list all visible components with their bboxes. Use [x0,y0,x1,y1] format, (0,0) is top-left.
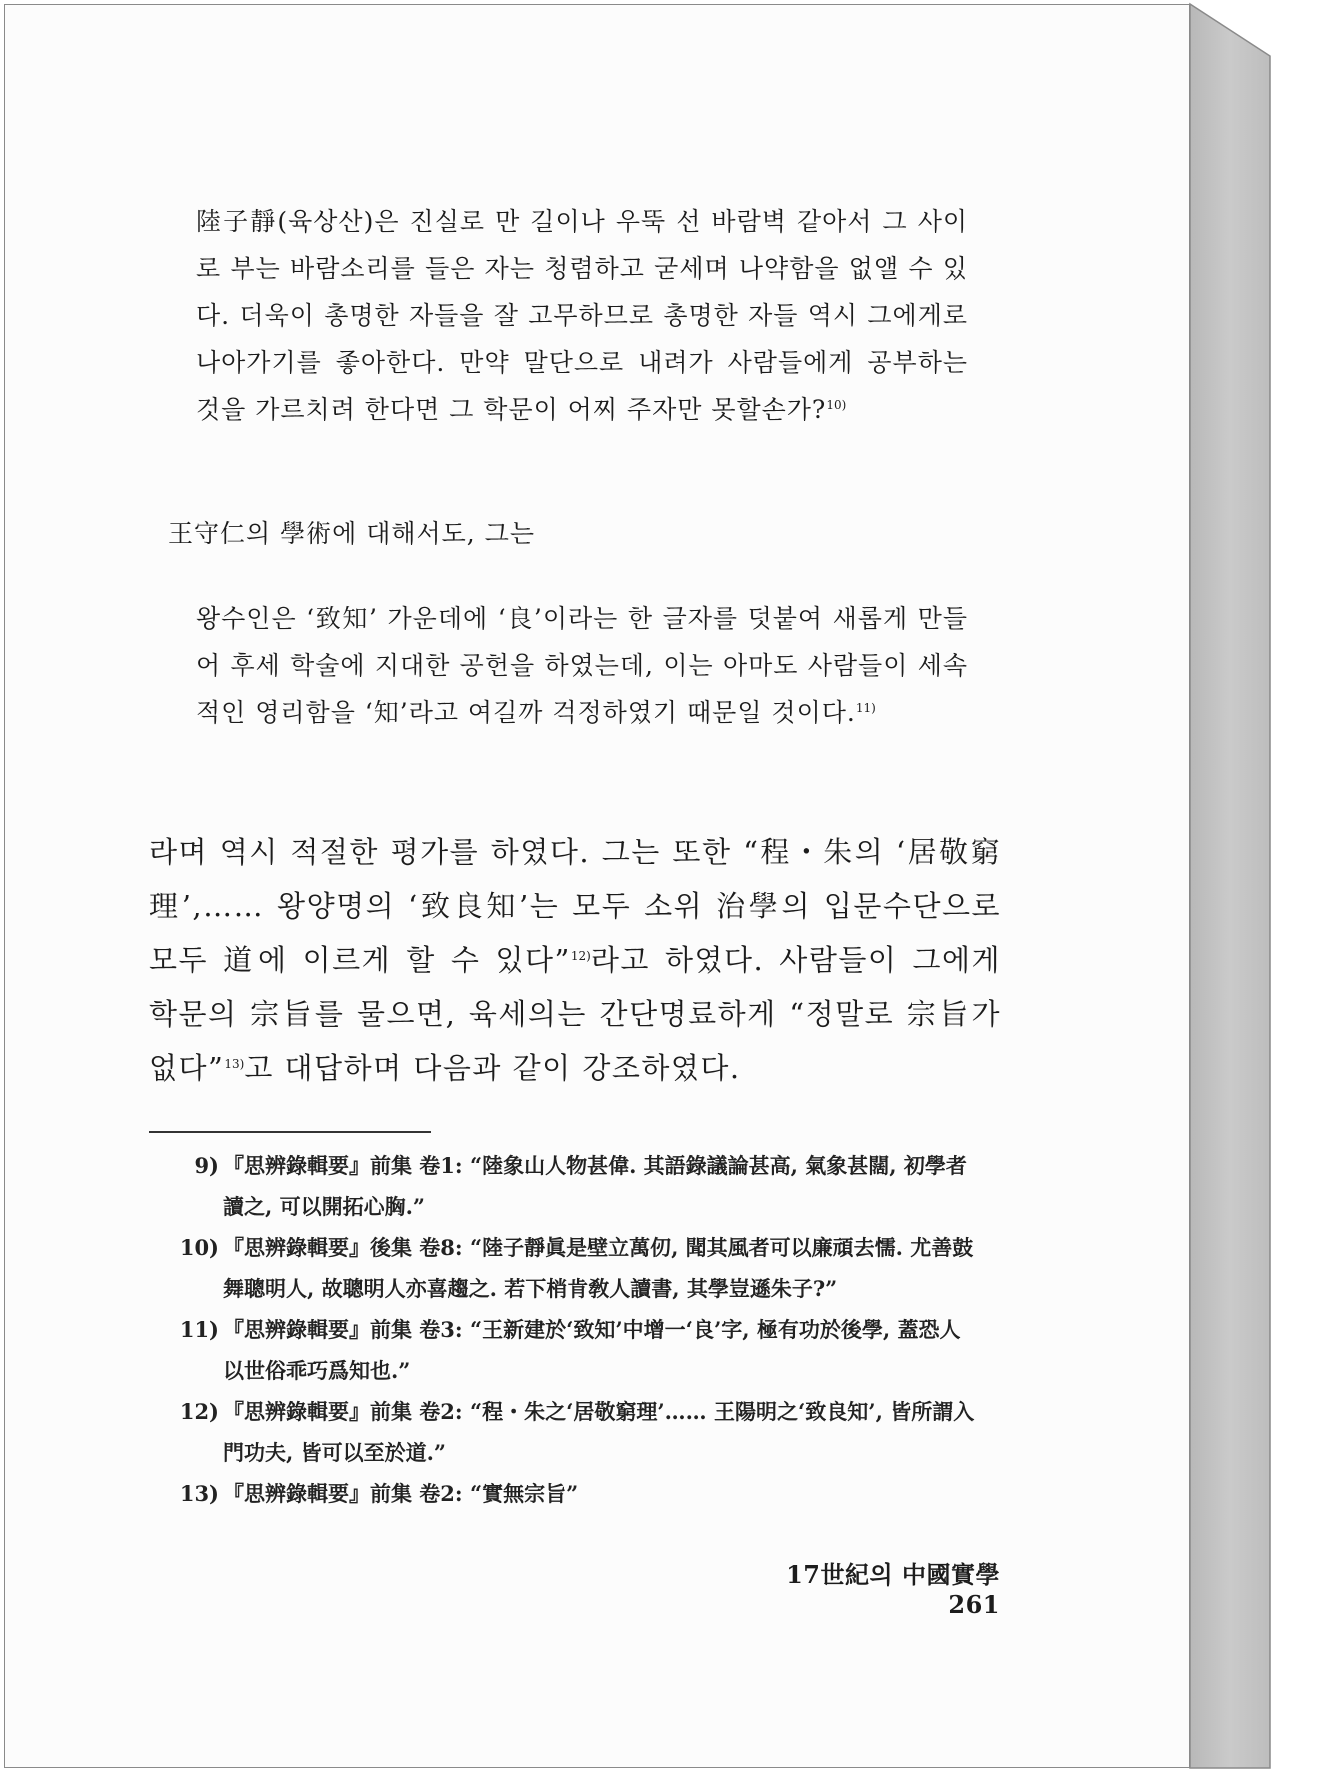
transition-line: 王守仁의 學術에 대해서도, 그는 [168,519,535,548]
footnote-number: 12) [179,1399,219,1424]
footnote-divider [149,1131,431,1133]
footnote-10 [168,1227,978,1309]
quote-block-2 [168,595,968,736]
quote-block-1 [168,198,968,433]
quote-2-text: 왕수인은 ‘致知’ 가운데에 ‘良’이라는 한 글자를 덧붙여 새롭게 만들어 후세 학술에 지대한 공헌을 하였는데, 이는 아마도 사람들이 세속적인 영리함을 ‘知’라고 여길까 걱정하였기 때문일 것이다. [196,604,968,727]
footnote-ref-12: 12) [570,949,591,963]
quote-2-paragraph [168,595,968,736]
footnote-13 [168,1473,978,1514]
page-number: 261 [948,1590,1000,1619]
footnote-ref-13: 13) [224,1057,245,1071]
running-footer [740,1555,1000,1619]
body-text-part-2: 라고 하였다. 사람들이 그에게 학문의 宗旨를 물으면, 육세의는 간단명료하게 “정말로 宗旨가 없다” [149,943,1001,1085]
footnote-number: 10) [179,1235,219,1260]
footnote-ref-10: 10) [826,398,847,412]
footer-title: 17世紀의 中國實學 [786,1560,1000,1589]
body-paragraph [149,825,1001,1095]
footnotes [168,1145,978,1514]
footnote-number: 13) [179,1481,219,1506]
footnote-text: 『思辨錄輯要』前集 卷2: “實無宗旨” [223,1481,579,1506]
body-text-part-3: 고 대답하며 다음과 같이 강조하였다. [244,1051,741,1085]
footnote-number: 11) [179,1317,219,1342]
footnote-text: 『思辨錄輯要』前集 卷1: “陸象山人物甚偉. 其語錄議論甚高, 氣象甚闊, 初學者讀之, 可以開拓心胸.” [223,1153,967,1219]
footnote-text: 『思辨錄輯要』前集 卷2: “程・朱之‘居敬窮理’…… 王陽明之‘致良知’, 皆所謂入門功夫, 皆可以至於道.” [223,1399,975,1465]
quote-1-paragraph [168,198,968,433]
footnote-9 [168,1145,978,1227]
footnote-11 [168,1309,978,1391]
footnote-ref-11: 11) [855,701,876,715]
quote-1-text: 陸子靜(육상산)은 진실로 만 길이나 우뚝 선 바람벽 같아서 그 사이로 부는 바람소리를 들은 자는 청렴하고 굳세며 나약함을 없앨 수 있다. 더욱이 총명한 자들을 잘 고무하므로 총명한 자들 역시 그에게로 나아가기를 좋아한다. 만약 말단으로 내려가 사람들에게 공부하는 것을 가르치려 한다면 그 학문이 어찌 주자만 못할손가? [196,207,968,424]
footnote-12 [168,1391,978,1473]
footnote-text: 『思辨錄輯要』前集 卷3: “王新建於‘致知’中增一‘良’字, 極有功於後學, 蓋恐人以世俗乖巧爲知也.” [223,1317,961,1383]
footnote-text: 『思辨錄輯要』後集 卷8: “陸子靜眞是壁立萬仞, 聞其風者可以廉頑去懦. 尤善鼓舞聰明人, 故聰明人亦喜趨之. 若下梢肯敎人讀書, 其學豈遜朱子?” [223,1235,974,1301]
footnote-number: 9) [194,1153,219,1178]
body-text-part-1: 라며 역시 적절한 평가를 하였다. 그는 또한 “程・朱의 ‘居敬窮理’,…… 왕양명의 ‘致良知’는 모두 소위 治學의 입문수단으로 모두 道에 이르게 할 수 있다” [149,835,1001,977]
